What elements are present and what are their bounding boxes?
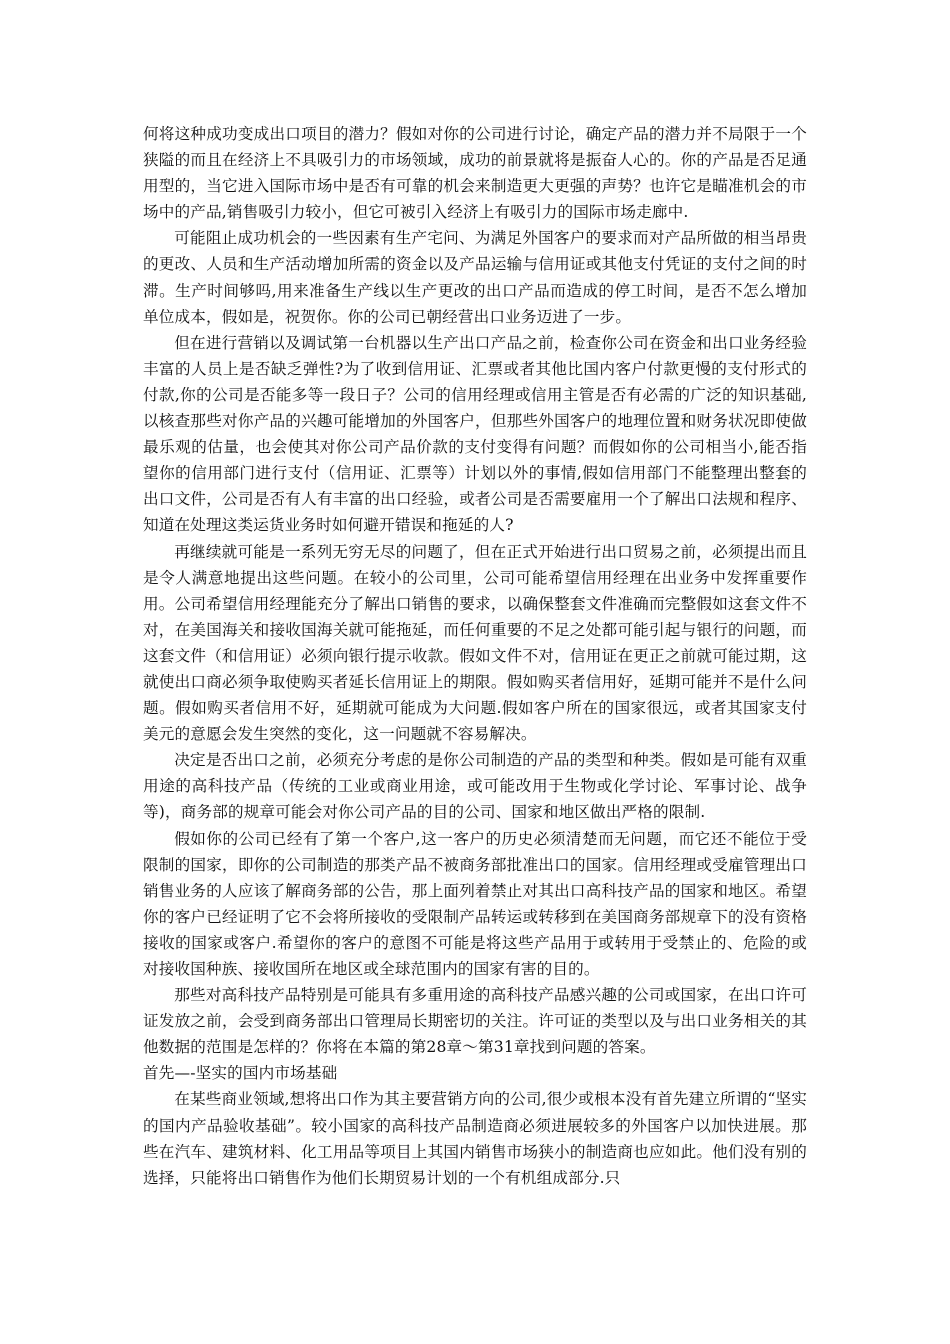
paragraph-7: 那些对高科技产品特别是可能具有多重用途的高科技产品感兴趣的公司或国家，在出口许可证发放之前，会受到商务部出口管理局长期密切的关注。许可证的类型以及与出口业务相关的其他数据的范围是怎样的？你将在本篇的第28章～第31章找到问题的答案。 xyxy=(143,986,807,1057)
paragraph-8: 在某些商业领域,想将出口作为其主要营销方向的公司,很少或根本没有首先建立所谓的“坚实的国内产品验收基础”。较小国家的高科技产品制造商必须进展较多的外国客户以加快进展。那些在汽车、建筑材料、化工用品等项目上其国内销售市场狭小的制造商也应如此。他们没有别的选择，只能将出口销售作为他们长期贸易计划的一个有机组成部分.只 xyxy=(143,1090,807,1187)
paragraph-5: 决定是否出口之前，必须充分考虑的是你公司制造的产品的类型和种类。假如是可能有双重用途的高科技产品（传统的工业或商业用途，或可能改用于生物或化学讨论、军事讨论、战争等)，商务部的规章可能会对你公司产品的目的公司、国家和地区做出严格的限制. xyxy=(143,751,807,822)
section-heading: 首先—-坚实的国内市场基础 xyxy=(143,1064,338,1083)
paragraph-4: 再继续就可能是一系列无穷无尽的问题了，但在正式开始进行出口贸易之前，必须提出而且是令人满意地提出这些问题。在较小的公司里，公司可能希望信用经理在出业务中发挥重要作用。公司希望信用经理能充分了解出口销售的要求，以确保整套文件准确而完整假如这套文件不对，在美国海关和接收国海关就可能拖延，而任何重要的不足之处都可能引起与银行的问题，而这套文件（和信用证）必须向银行提示收款。假如文件不对，信用证在更正之前就可能过期，这就使出口商必须争取使购买者延长信用证上的期限。假如购买者信用好，延期可能并不是什么问题。假如购买者信用不好，延期就可能成为大问题.假如客户所在的国家很远，或者其国家支付美元的意愿会发生突然的变化，这一问题就不容易解决。 xyxy=(143,542,807,744)
paragraph-1: 何将这种成功变成出口项目的潜力？假如对你的公司进行讨论，确定产品的潜力并不局限于一个狭隘的而且在经济上不具吸引力的市场领域，成功的前景就将是振奋人心的。你的产品是否足通用型的，当它进入国际市场中是否有可靠的机会来制造更大更强的声势？也许它是瞄准机会的市场中的产品,销售吸引力较小，但它可被引入经济上有吸引力的国际市场走廊中. xyxy=(143,125,807,222)
paragraph-3: 但在进行营销以及调试第一台机器以生产出口产品之前，检查你公司在资金和出口业务经验丰富的人员上是否缺乏弹性?为了收到信用证、汇票或者其他比国内客户付款更慢的支付形式的付款,你的公司是否能多等一段日子？公司的信用经理或信用主管是否有必需的广泛的知识基础,以核查那些对你产品的兴趣可能增加的外国客户，但那些外国客户的地理位置和财务状况即使做最乐观的估量，也会使其对你公司产品价款的支付变得有问题？而假如你的公司相当小,能否指望你的信用部门进行支付（信用证、汇票等）计划以外的事情,假如信用部门不能整理出整套的出口文件，公司是否有人有丰富的出口经验，或者公司是否需要雇用一个了解出口法规和程序、知道在处理这类运货业务时如何避开错误和拖延的人? xyxy=(143,333,807,535)
paragraph-2: 可能阻止成功机会的一些因素有生产宅问、为满足外国客户的要求而对产品所做的相当昂贵的更改、人员和生产活动增加所需的资金以及产品运输与信用证或其他支付凭证的支付之间的时滞。生产时间够吗,用来准备生产线以生产更改的出口产品而造成的停工时间，是否不怎么增加单位成本，假如是，祝贺你。你的公司已朝经营出口业务迈进了一步。 xyxy=(143,229,807,326)
paragraph-6: 假如你的公司已经有了第一个客户,这一客户的历史必须清楚而无问题，而它还不能位于受限制的国家，即你的公司制造的那类产品不被商务部批准出口的国家。信用经理或受雇管理出口销售业务的人应该了解商务部的公告，那上面列着禁止对其出口高科技产品的国家和地区。希望你的客户已经证明了它不会将所接收的受限制产品转运或转移到在美国商务部规章下的没有资格接收的国家或客户.希望你的客户的意图不可能是将这些产品用于或转用于受禁止的、危险的或对接收国种族、接收国所在地区或全球范围内的国家有害的目的。 xyxy=(143,829,807,978)
document-page xyxy=(143,121,807,1191)
